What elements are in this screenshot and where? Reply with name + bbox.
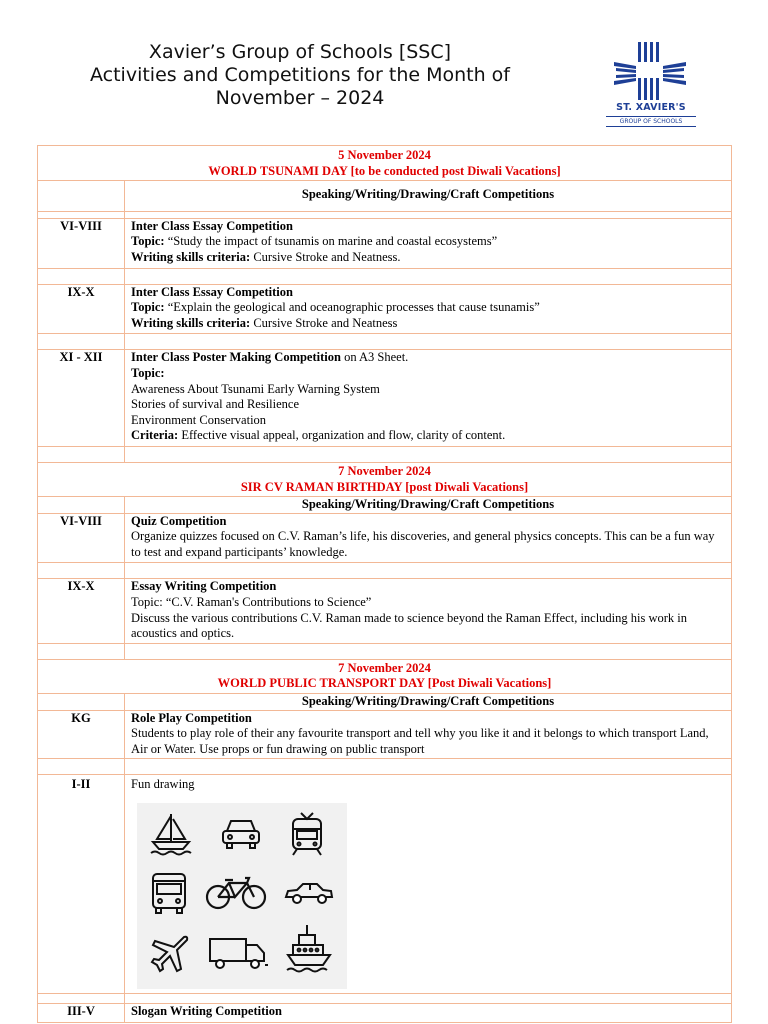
competition-title: Slogan Writing Competition: [125, 1004, 732, 1023]
description-text: Organize quizzes focused on C.V. Raman’s life, his discoveries, and general physics concepts. This can be a fun way to test and expand participants’ knowledge.: [131, 529, 715, 559]
topic-label: Topic:: [131, 300, 165, 315]
competition-title: Inter Class Essay Competition: [131, 284, 293, 299]
table-row: [38, 513, 732, 563]
section-header-row: [38, 146, 732, 181]
competition-title: Role Play Competition: [131, 710, 252, 725]
car-icon: [219, 817, 263, 851]
section-header-row: [38, 462, 732, 496]
transport-icons-image: [137, 803, 347, 989]
category-label: Speaking/Writing/Drawing/Craft Competitions: [125, 181, 732, 212]
competition-title: Inter Class Essay Competition: [131, 218, 293, 233]
table-row: [38, 284, 732, 334]
logo-tagline: GROUP OF SCHOOLS: [606, 116, 696, 127]
bus-icon: [149, 871, 189, 915]
grade-label: XI - XII: [38, 350, 125, 447]
grade-label: IX-X: [38, 284, 125, 334]
table-row: [38, 1004, 732, 1023]
airplane-icon: [149, 933, 191, 975]
bicycle-icon: [205, 875, 267, 911]
document-header: [40, 41, 560, 110]
category-label: Speaking/Writing/Drawing/Craft Competitions: [125, 497, 732, 514]
table-row: [38, 579, 732, 643]
grade-label: KG: [38, 710, 125, 759]
sailboat-icon: [147, 811, 195, 857]
topic-label: Topic:: [131, 365, 165, 380]
topic-text: “Explain the geological and oceanographic processes that cause tsunamis”: [164, 300, 540, 315]
category-label: Speaking/Writing/Drawing/Craft Competitions: [125, 694, 732, 711]
grade-label: I-II: [38, 775, 125, 994]
criteria-text: Effective visual appeal, organization and flow, clarity of content.: [178, 428, 506, 443]
topic-text: “Study the impact of tsunamis on marine and coastal ecosystems”: [164, 234, 498, 249]
topic-label: Topic:: [131, 234, 165, 249]
train-icon: [287, 811, 327, 857]
table-row: [38, 218, 732, 268]
section-date: 7 November 2024: [338, 660, 431, 675]
category-row: [38, 497, 732, 514]
competition-title: Quiz Competition: [131, 513, 227, 528]
grade-label: III-V: [38, 1004, 125, 1023]
criteria-label: Writing skills criteria:: [131, 315, 251, 330]
sedan-icon: [283, 881, 335, 907]
description-text: Discuss the various contributions C.V. Raman made to science beyond the Raman Effect, including his work in acoustics and optics.: [131, 610, 688, 641]
header-line-2: Activities and Competitions for the Month of: [89, 64, 510, 86]
table-row: [38, 775, 732, 994]
activities-table: [37, 145, 732, 1023]
topic-item: Stories of survival and Resilience: [131, 397, 300, 412]
header-line-1: Xavier’s Group of Schools [SSC]: [148, 41, 452, 63]
logo-name: ST. XAVIER'S: [616, 102, 686, 113]
topic-item: Awareness About Tsunami Early Warning System: [131, 381, 380, 396]
description-text: Fun drawing: [131, 777, 195, 792]
criteria-text: Cursive Stroke and Neatness.: [250, 249, 401, 264]
grade-label: VI-VIII: [38, 218, 125, 268]
grade-label: VI-VIII: [38, 513, 125, 563]
competition-title: Essay Writing Competition: [131, 579, 277, 594]
section-event: WORLD PUBLIC TRANSPORT DAY [Post Diwali Vacations]: [217, 676, 552, 691]
title-suffix: on A3 Sheet.: [340, 350, 409, 365]
competition-title: Inter Class Poster Making Competition: [131, 350, 341, 365]
section-event: SIR CV RAMAN BIRTHDAY [post Diwali Vacations]: [240, 479, 529, 494]
grade-label: IX-X: [38, 579, 125, 643]
table-row: [38, 350, 732, 447]
topic-item: Environment Conservation: [131, 412, 267, 427]
cross-logo-icon: [606, 40, 696, 102]
ship-icon: [285, 923, 333, 975]
school-logo: [606, 40, 696, 135]
criteria-label: Criteria:: [131, 428, 179, 443]
description-text: Students to play role of their any favourite transport and tell why you like it and it belongs to which transport Land, Air or Water. Use props or fun drawing on public transport: [131, 726, 709, 756]
category-row: [38, 181, 732, 212]
section-event: WORLD TSUNAMI DAY [to be conducted post Diwali Vacations]: [208, 163, 561, 178]
section-date: 7 November 2024: [338, 463, 431, 478]
category-row: [38, 694, 732, 711]
truck-icon: [207, 935, 269, 971]
topic-text: Topic: “C.V. Raman's Contributions to Science”: [131, 595, 372, 610]
section-date: 5 November 2024: [338, 148, 431, 162]
criteria-text: Cursive Stroke and Neatness: [250, 315, 398, 330]
header-line-3: November – 2024: [215, 87, 385, 109]
table-row: [38, 710, 732, 759]
criteria-label: Writing skills criteria:: [131, 249, 251, 264]
section-header-row: [38, 659, 732, 693]
